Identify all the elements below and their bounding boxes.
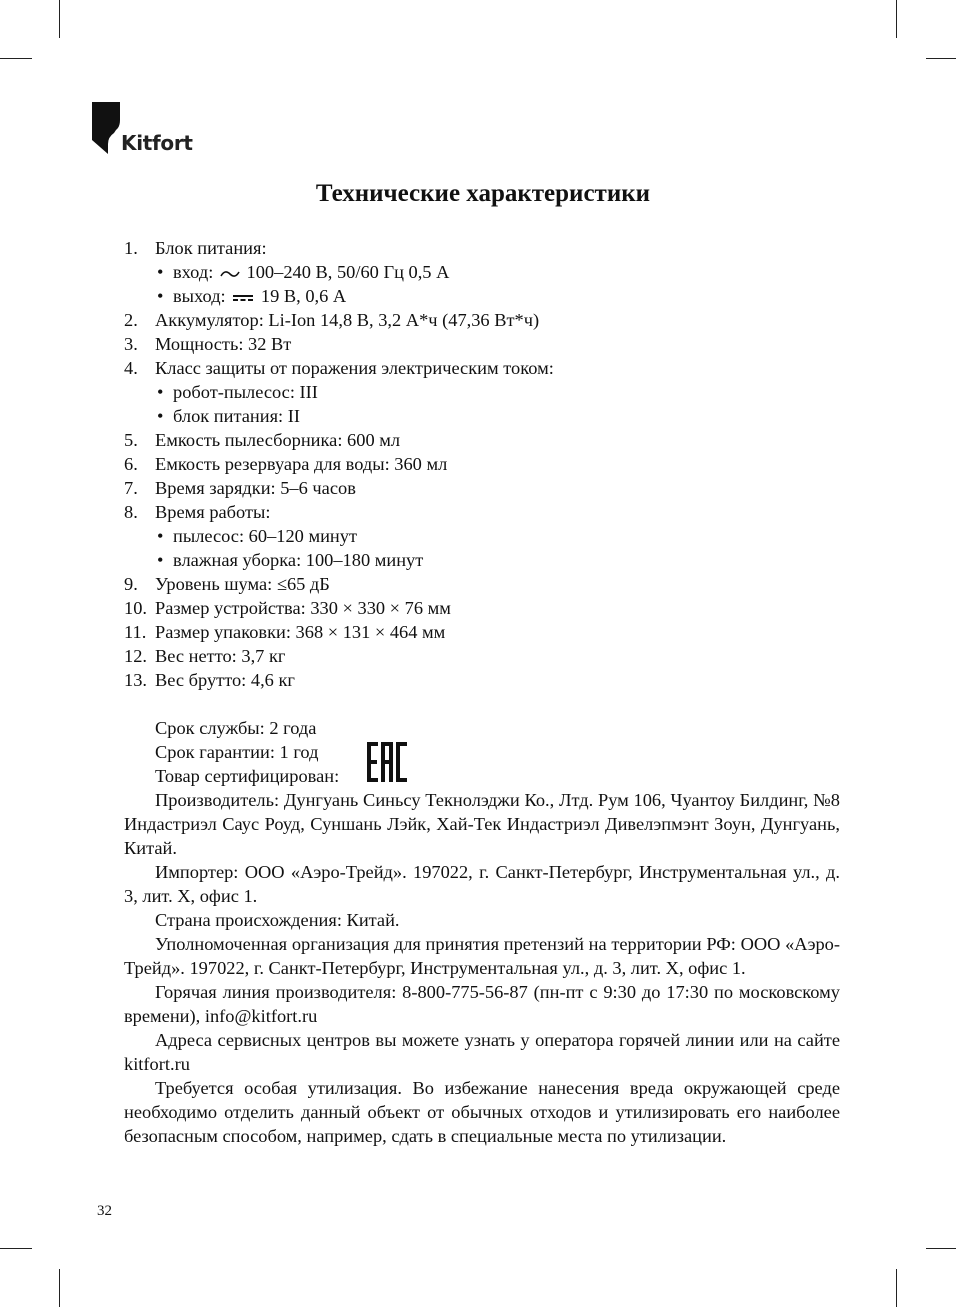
input-label: вход: [173,262,214,282]
disposal: Требуется особая утилизация. Во избежание нанесения вреда окружающей среде необходимо отделить данный объект от обычных отходов и утилизировать его наиболее безопасным способом, например, сдать в специальные места по утилизации. [124,1078,840,1146]
crop-mark [59,1269,60,1307]
crop-mark [926,1248,956,1249]
crop-mark [0,1248,32,1249]
crop-mark [0,58,32,59]
crop-mark [59,0,60,38]
ac-current-icon [220,268,240,280]
item-number: 1. [124,238,138,258]
eac-mark-icon [366,741,408,783]
spec-item [124,572,844,596]
input-value: 100–240 В, 50/60 Гц 0,5 А [246,262,450,282]
importer: Импортер: ООО «Аэро-Трейд». 197022, г. Санкт-Петербург, Инструментальная ул., д. 3, лит. Х, офис 1. [124,862,840,906]
item-number: 7. [124,478,138,498]
country-of-origin: Страна происхождения: Китай. [155,910,400,930]
item-number: 13. [124,670,147,690]
item-number: 12. [124,646,147,666]
item-label: Уровень шума: ≤65 дБ [155,574,330,594]
kitfort-logo-icon [90,100,122,156]
spec-subitem [155,260,844,284]
spec-item [124,620,844,644]
item-number: 4. [124,358,138,378]
dc-current-icon [232,293,254,303]
spec-subitem [155,284,844,308]
spec-item [124,356,844,380]
item-label: Время работы: [155,502,271,522]
item-label: Размер устройства: 330 × 330 × 76 мм [155,598,451,618]
page-title: Технические характеристики [315,180,651,207]
item-label: Аккумулятор: Li-Ion 14,8 В, 3,2 А*ч (47,36 Вт*ч) [155,310,540,330]
item-label: Класс защиты от поражения электрическим током: [155,358,554,378]
item-number: 9. [124,574,138,594]
item-number: 10. [124,598,147,618]
service-centers: Адреса сервисных центров вы можете узнать у оператора горячей линии или на сайте kitfort.ru [124,1030,840,1074]
spec-item [124,668,844,692]
service-life: Срок службы: 2 года [155,718,317,738]
item-number: 6. [124,454,138,474]
item-number: 3. [124,334,138,354]
spec-subitem: • влажная уборка: 100–180 минут [155,548,844,572]
item-label: Емкость резервуара для воды: 360 мл [155,454,448,474]
crop-mark [896,1269,897,1307]
brand-name: Kitfort [121,131,193,155]
spec-item [124,308,844,332]
info-block [124,716,840,1148]
item-label: Время зарядки: 5–6 часов [155,478,356,498]
output-value: 19 В, 0,6 А [260,286,347,306]
output-label: выход: [173,286,226,306]
spec-item [124,332,844,356]
spec-item [124,644,844,668]
page-number: 32 [97,1203,112,1219]
certified: Товар сертифицирован: [155,766,340,786]
authorized-organization: Уполномоченная организация для принятия претензий на территории РФ: ООО «Аэро-Трейд». 197022, г. Санкт-Петербург, Инструментальная ул., д. 3, лит. Х, офис 1. [124,934,840,978]
kitfort-logo [90,100,220,160]
item-number: 2. [124,310,138,330]
spec-item [124,236,844,260]
spec-subitem: • робот-пылесос: III [155,380,844,404]
spec-item [124,476,844,500]
item-number: 5. [124,430,138,450]
manufacturer: Производитель: Дунгуань Синьсу Текнолэджи Ко., Лтд. Рум 106, Чуантоу Билдинг, №8 Индастриэл Саус Роуд, Суншань Лэйк, Хай-Тек Индастриэл Дивелэпмэнт Зоун, Дунгуань, Китай. [124,790,840,858]
item-label: Размер упаковки: 368 × 131 × 464 мм [155,622,446,642]
item-label: Блок питания: [155,238,267,258]
item-label: Емкость пылесборника: 600 мл [155,430,401,450]
item-label: Вес брутто: 4,6 кг [155,670,295,690]
spec-item [124,596,844,620]
warranty: Срок гарантии: 1 год [155,742,319,762]
item-label: Мощность: 32 Вт [155,334,292,354]
spec-subitem: • блок питания: II [155,404,844,428]
item-number: 8. [124,502,138,522]
spec-item [124,500,844,524]
hotline: Горячая линия производителя: 8-800-775-56-87 (пн-пт с 9:30 до 17:30 по московскому времени), info@kitfort.ru [124,982,840,1026]
spec-item [124,452,844,476]
spec-subitem: • пылесос: 60–120 минут [155,524,844,548]
crop-mark [896,0,897,38]
crop-mark [926,58,956,59]
item-label: Вес нетто: 3,7 кг [155,646,286,666]
spec-item [124,428,844,452]
item-number: 11. [124,622,147,642]
spec-list [124,236,844,692]
